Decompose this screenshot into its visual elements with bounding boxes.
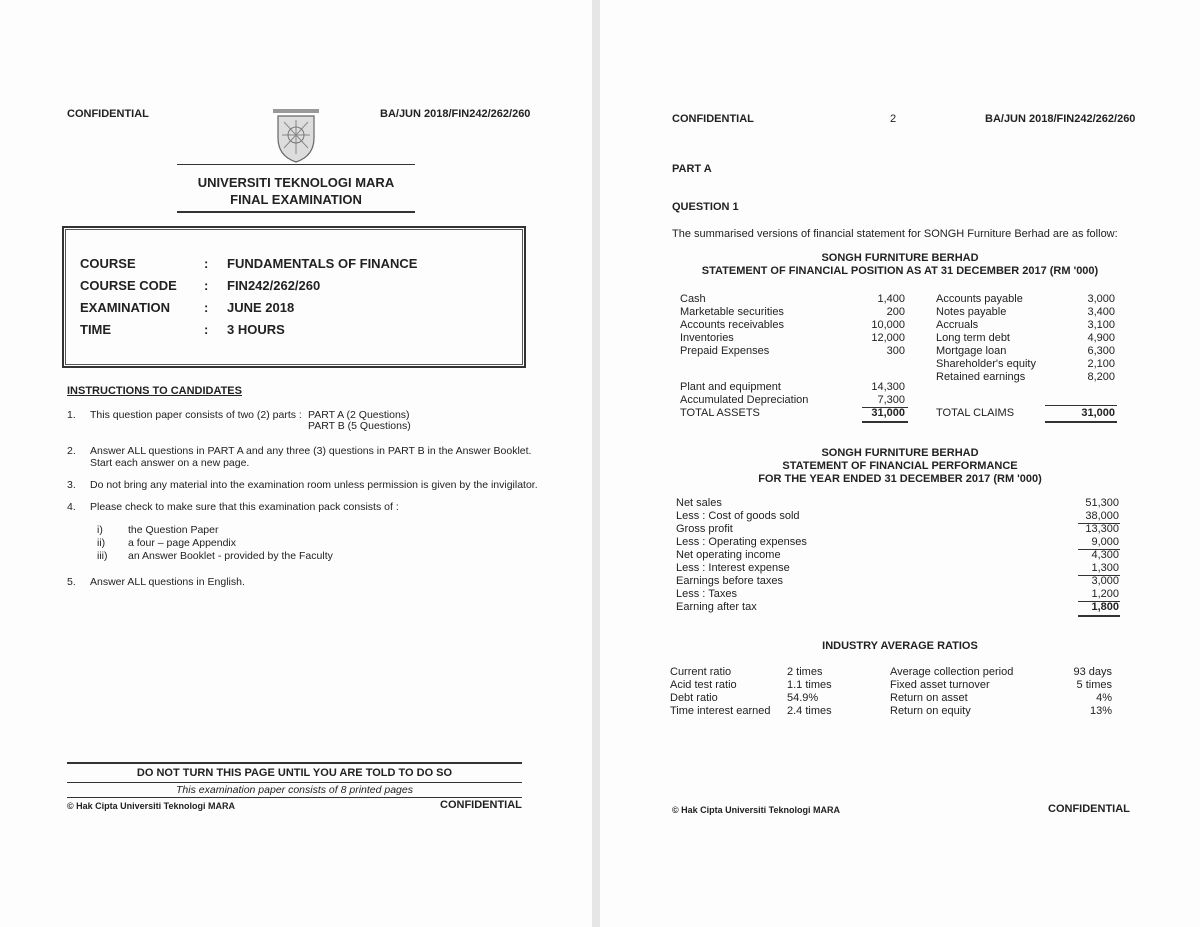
pack-item-numeral: ii) [97,537,106,549]
ratio-label: Acid test ratio [670,679,737,691]
pack-item: the Question Paper [128,524,219,536]
ratio-value: 93 days [1073,666,1112,678]
claim-label: Accounts payable [936,293,1023,305]
instruction-5: Answer ALL questions in English. [90,576,245,588]
perf-label: Earning after tax [676,601,757,613]
ratio-label: Time interest earned [670,705,771,717]
colon: : [204,322,209,337]
perf-label: Net sales [676,497,722,509]
claim-value: 2,100 [1087,358,1115,370]
header-reference: BA/JUN 2018/FIN242/262/260 [985,113,1136,125]
plant-value: 14,300 [871,381,905,393]
asset-label: Accounts receivables [680,319,784,331]
do-not-turn-notice: DO NOT TURN THIS PAGE UNTIL YOU ARE TOLD TO DO SO [136,767,453,779]
part-a-count: PART A (2 Questions) [308,409,410,421]
claim-label: Mortgage loan [936,345,1007,357]
course-code-value: FIN242/262/260 [227,278,321,293]
footer-confidential: CONFIDENTIAL [1048,803,1130,815]
perf-value: 4,300 [1091,549,1119,561]
colon: : [204,278,209,293]
university-name: UNIVERSITI TEKNOLOGI MARA [197,175,395,190]
ratio-label: Debt ratio [670,692,718,704]
ratio-label: Fixed asset turnover [890,679,990,691]
footer-copyright: © Hak Cipta Universiti Teknologi MARA [672,805,840,815]
total-assets-label: TOTAL ASSETS [680,407,760,419]
asset-label: Marketable securities [680,306,784,318]
perf-value: 1,200 [1091,588,1119,600]
sofpf-period: FOR THE YEAR ENDED 31 DECEMBER 2017 (RM '000) [758,473,1042,485]
ratio-label: Return on asset [890,692,968,704]
sofpf-title: STATEMENT OF FINANCIAL PERFORMANCE [782,460,1018,472]
university-crest-icon [272,108,320,164]
ratio-value: 4% [1096,692,1112,704]
ratio-value: 2 times [787,666,823,678]
perf-label: Less : Interest expense [676,562,790,574]
ratio-label: Return on equity [890,705,971,717]
ratio-value: 5 times [1076,679,1112,691]
asset-value: 12,000 [871,332,905,344]
ratio-label: Current ratio [670,666,732,678]
claim-value: 3,400 [1087,306,1115,318]
cover-page [0,0,592,927]
course-info-box [62,226,526,368]
asset-value: 200 [886,306,905,318]
asset-label: Inventories [680,332,734,344]
ratio-label: Average collection period [890,666,1014,678]
header-confidential: CONFIDENTIAL [672,113,754,125]
examination-value: JUNE 2018 [227,300,295,315]
instruction-number: 1. [67,409,76,421]
perf-value: 1,300 [1091,562,1119,574]
ratio-value: 1.1 times [787,679,832,691]
footer-confidential: CONFIDENTIAL [440,799,522,811]
exam-title: FINAL EXAMINATION [230,192,362,207]
perf-label: Less : Taxes [676,588,737,600]
question-page [600,0,1200,927]
perf-value: 13,300 [1085,523,1119,535]
course-value: FUNDAMENTALS OF FINANCE [227,256,418,271]
claim-value: 6,300 [1087,345,1115,357]
claim-value: 3,100 [1087,319,1115,331]
instruction-number: 3. [67,479,76,491]
asset-label: Cash [680,293,706,305]
asset-value: 10,000 [871,319,905,331]
ratio-value: 2.4 times [787,705,832,717]
asset-value: 300 [886,345,905,357]
ratio-value: 54.9% [787,692,819,704]
instruction-2-line2: Start each answer on a new page. [90,457,250,469]
perf-value: 1,800 [1091,601,1119,613]
perf-label: Earnings before taxes [676,575,784,587]
claim-label: Retained earnings [936,371,1026,383]
plant-label: Plant and equipment [680,381,781,393]
footer-copyright: © Hak Cipta Universiti Teknologi MARA [67,801,235,811]
instruction-number: 2. [67,445,76,457]
part-heading: PART A [672,163,712,175]
question-heading: QUESTION 1 [672,201,739,213]
question-intro: The summarised versions of financial statement for SONGH Furniture Berhad are as follow: [672,228,1118,240]
sofp-company: SONGH FURNITURE BERHAD [821,252,979,264]
instruction-1: This question paper consists of two (2) parts : [90,409,302,421]
pack-item-numeral: iii) [97,550,108,562]
instruction-number: 4. [67,501,76,513]
header-reference: BA/JUN 2018/FIN242/262/260 [380,108,531,120]
time-label: TIME [80,322,112,337]
total-claims-label: TOTAL CLAIMS [936,407,1015,419]
instruction-number: 5. [67,576,76,588]
instructions-heading: INSTRUCTIONS TO CANDIDATES [67,385,242,397]
pack-item-numeral: i) [97,524,103,536]
pack-item: a four – page Appendix [128,537,237,549]
ratios-title: INDUSTRY AVERAGE RATIOS [822,640,978,652]
perf-label: Gross profit [676,523,733,535]
colon: : [204,300,209,315]
header-confidential: CONFIDENTIAL [67,108,149,120]
asset-value: 1,400 [877,293,905,305]
total-assets-value: 31,000 [871,407,905,419]
instruction-3: Do not bring any material into the examination room unless permission is given by the invigilator. [90,479,538,491]
asset-label: Prepaid Expenses [680,345,770,357]
claim-label: Accruals [936,319,979,331]
time-value: 3 HOURS [227,322,285,337]
claim-value: 3,000 [1087,293,1115,305]
sofp-title: STATEMENT OF FINANCIAL POSITION AS AT 31 DECEMBER 2017 (RM '000) [701,265,1099,277]
perf-value: 9,000 [1091,536,1119,548]
course-code-label: COURSE CODE [80,278,177,293]
depreciation-label: Accumulated Depreciation [680,394,809,406]
perf-label: Less : Operating expenses [676,536,807,548]
ratio-value: 13% [1089,705,1112,717]
perf-value: 51,300 [1085,497,1119,509]
total-claims-value: 31,000 [1081,407,1115,419]
perf-label: Net operating income [676,549,781,561]
instruction-2: Answer ALL questions in PART A and any three (3) questions in PART B in the Answer Booklet. [90,445,532,457]
part-b-count: PART B (5 Questions) [308,420,411,432]
examination-label: EXAMINATION [80,300,171,315]
colon: : [204,256,209,271]
depreciation-value: 7,300 [877,394,905,406]
instruction-4: Please check to make sure that this examination pack consists of : [90,501,399,513]
claim-label: Shareholder's equity [936,358,1036,370]
sofpf-company: SONGH FURNITURE BERHAD [821,447,979,459]
claim-value: 4,900 [1087,332,1115,344]
claim-value: 8,200 [1087,371,1115,383]
page-number: 2 [890,113,897,125]
perf-value: 3,000 [1091,575,1119,587]
pack-item: an Answer Booklet - provided by the Faculty [128,550,333,562]
claim-label: Notes payable [936,306,1007,318]
perf-label: Less : Cost of goods sold [676,510,800,522]
course-label: COURSE [80,256,136,271]
claim-label: Long term debt [936,332,1010,344]
perf-value: 38,000 [1085,510,1119,522]
printed-pages-note: This examination paper consists of 8 printed pages [176,784,413,796]
